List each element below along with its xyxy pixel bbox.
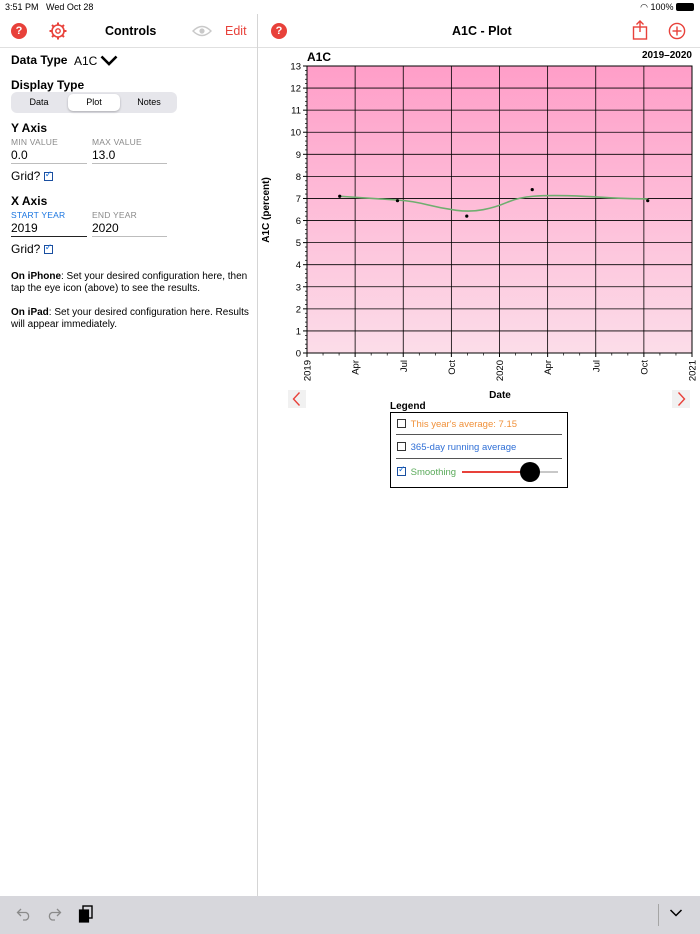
x-grid-label: Grid? (11, 242, 41, 256)
smoothing-slider[interactable] (462, 465, 558, 479)
y-tick-label: 5 (295, 238, 301, 250)
nav-separator (0, 47, 257, 48)
x-tick-label: 2020 (495, 360, 506, 382)
segment-plot[interactable]: Plot (68, 94, 120, 111)
data-point (646, 199, 649, 202)
x-axis-ticks (303, 353, 699, 381)
min-value-label: MIN VALUE (11, 137, 58, 147)
y-axis-ticks (290, 62, 307, 360)
edit-button[interactable]: Edit (225, 24, 247, 38)
start-year-field[interactable]: 2019 (11, 220, 87, 237)
x-tick-label: Apr (350, 360, 362, 375)
slider-thumb[interactable] (520, 462, 540, 482)
y-tick-label: 2 (295, 304, 301, 316)
data-point (465, 215, 468, 218)
y-tick-label: 1 (295, 326, 301, 338)
legend-divider (396, 434, 562, 435)
legend-divider (396, 458, 562, 459)
data-type-value[interactable]: A1C (74, 54, 98, 68)
legend-item-smoothing[interactable]: ✓ Smoothing (397, 467, 456, 478)
data-point (531, 188, 534, 191)
share-icon[interactable] (632, 20, 648, 40)
legend-title: Legend (390, 401, 426, 412)
display-type-segmented-control[interactable] (11, 92, 177, 113)
data-point (396, 199, 399, 202)
status-time-date: 3:51 PM Wed Oct 28 (5, 2, 94, 12)
eye-icon[interactable] (192, 25, 212, 37)
start-year-label: START YEAR (11, 210, 66, 220)
max-value-label: MAX VALUE (92, 137, 142, 147)
undo-icon[interactable] (16, 907, 32, 921)
y-tick-label: 12 (290, 83, 301, 95)
min-value-field[interactable]: 0.0 (11, 147, 87, 164)
y-tick-label: 4 (295, 260, 301, 272)
data-point (338, 195, 341, 198)
data-type-label: Data Type (11, 53, 68, 67)
legend-box (390, 412, 568, 488)
chart-title: A1C (307, 50, 332, 64)
max-value-field[interactable]: 13.0 (92, 147, 167, 164)
battery-icon (676, 3, 694, 11)
status-right (640, 2, 694, 13)
y-tick-label: 11 (291, 105, 301, 117)
y-grid-row (11, 169, 53, 183)
y-tick-label: 13 (290, 61, 301, 73)
a1c-plot (258, 48, 700, 410)
y-tick-label: 6 (295, 216, 301, 228)
x-grid-checkbox[interactable] (44, 245, 53, 254)
x-tick-label: Jul (591, 360, 603, 373)
chevron-down-icon[interactable] (100, 55, 118, 66)
legend-item-average[interactable]: This year's average: 7.15 (397, 419, 517, 430)
bottom-toolbar (0, 896, 700, 934)
smoothing-checkbox[interactable] (397, 467, 406, 476)
x-tick-label: Jul (398, 360, 410, 373)
x-tick-label: Oct (446, 360, 458, 375)
plot-help-button[interactable]: ? (271, 23, 287, 39)
y-tick-label: 9 (295, 149, 301, 161)
x-tick-label: 2021 (687, 360, 699, 382)
chart-subtitle: 2019–2020 (641, 50, 692, 61)
toolbar-separator (658, 904, 659, 926)
plot-title: A1C - Plot (452, 24, 512, 38)
note-iphone: On iPhone: Set your desired configuration here, then tap the eye icon (above) to see the results. (11, 271, 248, 294)
x-grid-row (11, 242, 53, 256)
y-tick-label: 7 (295, 193, 301, 205)
x-tick-label: Oct (639, 360, 651, 375)
battery-percent: 100% (650, 2, 674, 12)
y-grid-label: Grid? (11, 169, 41, 183)
previous-chevron-icon[interactable] (288, 390, 306, 408)
running-average-checkbox[interactable] (397, 442, 406, 451)
average-checkbox[interactable] (397, 419, 406, 428)
x-tick-label: Apr (543, 360, 555, 375)
y-tick-label: 3 (295, 282, 301, 294)
y-tick-label: 10 (290, 127, 301, 139)
add-icon[interactable] (668, 22, 686, 40)
display-type-label: Display Type (11, 78, 85, 92)
y-tick-label: 8 (295, 171, 301, 183)
settings-gear-icon[interactable] (49, 22, 67, 40)
legend-item-running-average[interactable]: 365-day running average (397, 442, 516, 453)
y-tick-label: 0 (295, 348, 301, 360)
dismiss-keyboard-chevron-icon[interactable] (669, 908, 683, 918)
x-tick-label: 2019 (302, 360, 314, 382)
redo-icon[interactable] (46, 907, 62, 921)
note-ipad: On iPad: Set your desired configuration here. Results will appear immediately. (11, 307, 249, 330)
controls-title: Controls (105, 24, 157, 38)
paste-clipboard-icon[interactable] (78, 905, 94, 923)
next-chevron-icon[interactable] (672, 390, 690, 408)
end-year-label: END YEAR (92, 210, 137, 220)
status-bar (0, 0, 700, 14)
segment-notes[interactable]: Notes (137, 97, 161, 107)
end-year-field[interactable]: 2020 (92, 220, 167, 237)
segment-data[interactable]: Data (29, 97, 49, 107)
x-axis-title: X Axis (11, 194, 48, 208)
y-axis-title: Y Axis (11, 121, 48, 135)
help-button[interactable]: ? (11, 23, 27, 39)
x-axis-label: Date (489, 390, 511, 401)
y-axis-label: A1C (percent) (261, 177, 272, 243)
wifi-icon: ◠ (640, 2, 648, 12)
y-grid-checkbox[interactable] (44, 172, 53, 181)
